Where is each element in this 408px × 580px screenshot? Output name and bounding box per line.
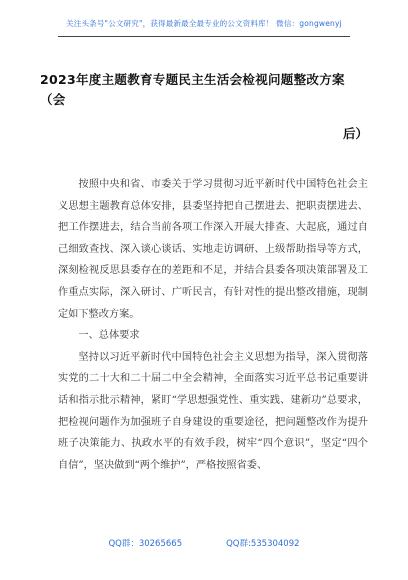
title-line-2: 后） xyxy=(342,126,368,141)
intro-paragraph: 按照中央和省、市委关于学习贯彻习近平新时代中国特色社会主义思想主题教育总体安排，县委坚持把自己摆进去、把职责摆进去、把工作摆进去，结合当前各项工作深入开展大排查、大起底，通过自己细致查找、深入谈心谈话、实地走访调研、上级帮助指导等方式，深刻检视反思县委存在的差距和不足，并结合县委各项决策部署及工作重点实际，深入研讨、广听民言，有针对性的提出整改措施，现制定如下整改方案。 xyxy=(58,179,368,320)
section-heading: 一、总体要求 xyxy=(78,330,140,342)
footer xyxy=(0,537,408,549)
header-note: 关注头条号"公文研究"，获得最新最全最专业的公文资料库！ 微信：gongwenyj xyxy=(66,19,342,28)
footer-qq-group-1: QQ群：30265665 xyxy=(108,539,183,549)
title-line-1: 2023年度主题教育专题民主生活会检视问题整改方案（会 xyxy=(40,72,345,107)
document-body xyxy=(58,174,368,476)
footer-qq-group-2: QQ群:535304092 xyxy=(226,539,300,549)
header-divider xyxy=(58,36,350,37)
document-title xyxy=(40,70,368,141)
requirements-paragraph: 坚持以习近平新时代中国特色社会主义思想为指导，深入贯彻落实党的二十大和二十届二中全会精神，全面落实习近平总书记重要讲话和指示批示精神，紧盯“学思想强党性、重实践、建新功”总要求，把检视问题作为加强班子自身建设的重要途径，把问题整改作为提升班子决策能力、执政水平的有效手段，树牢“四个意识”，坚定“四个自信”，坚决做到“两个维护”，严格按照省委、 xyxy=(58,351,368,471)
